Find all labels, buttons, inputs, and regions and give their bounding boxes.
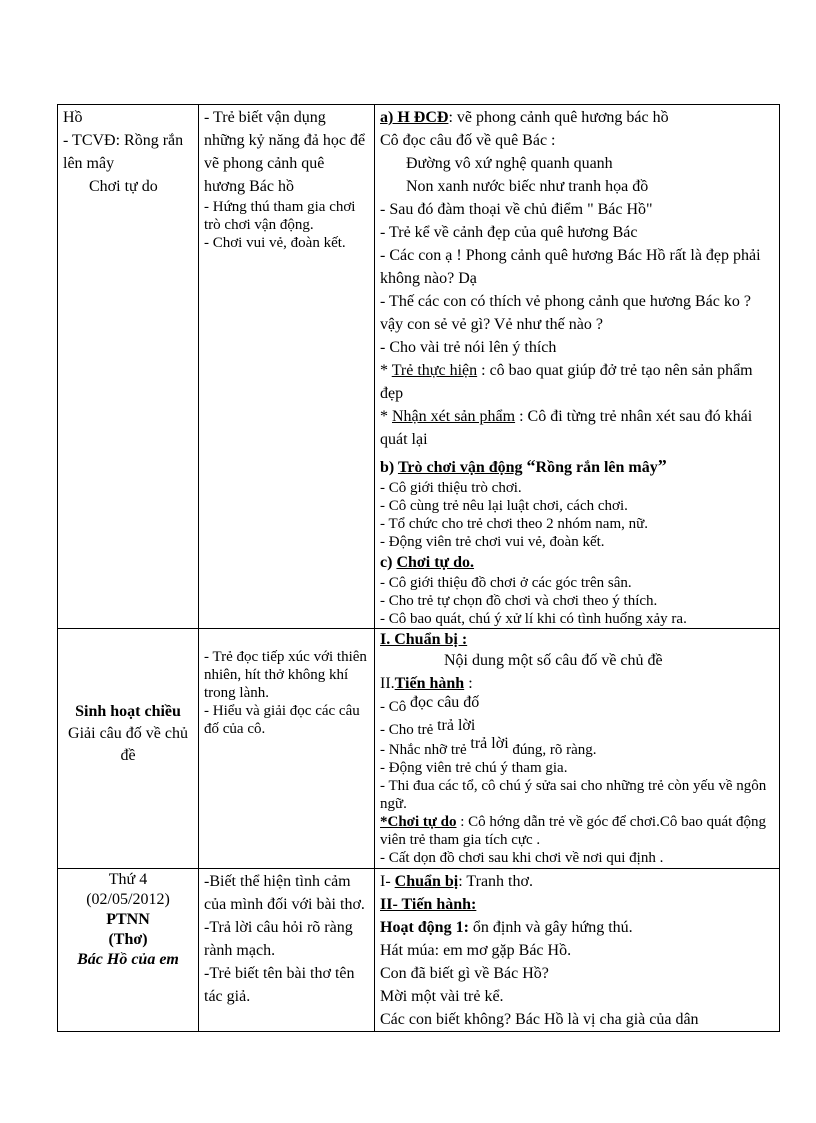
procedure-line: - Các con ạ ! Phong cảnh quê hương Bác Hồ rất là đẹp phải không nào? Dạ — [380, 247, 761, 287]
table-row — [58, 629, 780, 869]
procedure-line: - Cô đọc câu đố — [380, 694, 480, 715]
steps-heading: II.Tiến hành : — [380, 675, 473, 692]
procedure-line: - Cô cùng trẻ nêu lại luật chơi, cách chơi. — [380, 498, 628, 514]
steps-heading: II- Tiến hành: — [380, 896, 477, 913]
table-row — [58, 105, 780, 629]
procedure-line: *Chơi tự do : Cô hớng dẫn trẻ về góc để chơi.Cô bao quát động viên trẻ tham gia tích cực . — [380, 814, 767, 848]
procedure-cell — [375, 105, 780, 629]
activity-line: - TCVĐ: Rồng rắn lên mây — [63, 132, 184, 172]
objective-line: - Trẻ đọc tiếp xúc với thiên nhiên, hít thở không khí trong lành. — [204, 649, 367, 701]
riddle-line: Non xanh nước biếc như tranh họa đồ — [406, 178, 649, 195]
procedure-line: - Động viên trẻ chơi vui vẻ, đoàn kết. — [380, 534, 605, 550]
objective-cell — [199, 629, 375, 869]
procedure-line: * Trẻ thực hiện : cô bao quat giúp đở trẻ tạo nên sản phẩm đẹp — [380, 362, 753, 402]
activity-cell — [58, 629, 199, 869]
procedure-line: - Sau đó đàm thoại về chủ điểm " Bác Hồ" — [380, 201, 653, 218]
procedure-line: - Thế các con có thích vẻ phong cảnh que hương Bác ko ? vậy con sẻ vẻ gì? Vẻ như thế nào ? — [380, 293, 751, 333]
procedure-line: Mời một vài trẻ kể. — [380, 988, 504, 1005]
procedure-line: - Cho trẻ trả lời — [380, 717, 476, 738]
procedure-line: Con đã biết gì về Bác Hồ? — [380, 965, 549, 982]
procedure-line: - Cô bao quát, chú ý xử lí khi có tình huống xảy ra. — [380, 611, 687, 627]
procedure-line: - Tổ chức cho trẻ chơi theo 2 nhóm nam, nữ. — [380, 516, 649, 532]
procedure-line: - Động viên trẻ chú ý tham gia. — [380, 760, 568, 776]
procedure-line: - Cho vài trẻ nói lên ý thích — [380, 339, 557, 356]
prep-heading: I- Chuẩn bị: Tranh thơ. — [380, 873, 533, 890]
objective-line: - Trẻ biết vận dụng những kỷ năng đả học để vẽ phong cảnh quê hương Bác hồ — [204, 109, 366, 195]
objective-cell — [199, 869, 375, 1032]
poem-title: Bác Hồ của em — [77, 951, 179, 968]
subject-label: PTNN — [106, 911, 150, 928]
lesson-plan-table — [57, 104, 780, 1032]
procedure-line: - Cô giới thiệu trò chơi. — [380, 480, 522, 496]
objective-line: -Biết thể hiện tình cảm của mình đối với bài thơ. — [204, 873, 365, 913]
section-a-heading: a) H ĐCĐ: vẽ phong cảnh quê hương bác hồ — [380, 109, 669, 126]
activity-cell — [58, 869, 199, 1032]
prep-heading: I. Chuẩn bị : — [380, 631, 468, 648]
activity-cell — [58, 105, 199, 629]
objective-line: - Hứng thú tham gia chơi trò chơi vận động. — [204, 199, 356, 233]
activity-line: Hồ — [63, 109, 83, 126]
table-row — [58, 869, 780, 1032]
procedure-line: Các con biết không? Bác Hồ là vị cha già của dân — [380, 1011, 699, 1028]
prep-text: Nội dung một số câu đố về chủ đề — [444, 652, 663, 669]
activity-subtitle: Giải câu đố về chủ đề — [68, 725, 188, 764]
procedure-line: Hát múa: em mơ gặp Bác Hồ. — [380, 942, 572, 959]
procedure-line: - Cô giới thiệu đồ chơi ở các góc trên sân. — [380, 575, 632, 591]
procedure-line: - Trẻ kể về cảnh đẹp của quê hương Bác — [380, 224, 638, 241]
procedure-line: Cô đọc câu đố về quê Bác : — [380, 132, 556, 149]
activity-1-heading: Hoạt động 1: ổn định và gây hứng thú. — [380, 919, 633, 936]
procedure-line: - Cất dọn đồ chơi sau khi chơi về nơi qui định . — [380, 850, 664, 866]
procedure-cell — [375, 869, 780, 1032]
objective-line: -Trả lời câu hỏi rõ ràng rành mạch. — [204, 919, 353, 959]
procedure-line: - Thi đua các tổ, cô chú ý sửa sai cho những trẻ còn yếu về ngôn ngữ. — [380, 778, 767, 812]
riddle-line: Đường vô xứ nghệ quanh quanh — [406, 155, 613, 172]
procedure-line: - Nhắc nhỡ trẻ trả lời đúng, rõ ràng. — [380, 735, 597, 758]
procedure-line: * Nhận xét sản phẩm : Cô đi từng trẻ nhân xét sau đó khái quát lại — [380, 408, 753, 448]
objective-line: - Hiểu và giải đọc các câu đố của cô. — [204, 703, 360, 737]
activity-line: Chơi tự do — [89, 178, 158, 195]
procedure-cell — [375, 629, 780, 869]
section-b-heading: b) Trò chơi vận động “Rồng rắn lên mây” — [380, 456, 667, 476]
objective-cell — [199, 105, 375, 629]
section-c-heading: c) Chơi tự do. — [380, 554, 475, 571]
procedure-line: - Cho trẻ tự chọn đồ chơi và chơi theo ý thích. — [380, 593, 658, 609]
day-label: Thứ 4 — [108, 871, 148, 888]
date-label: (02/05/2012) — [86, 891, 170, 908]
activity-title: Sinh hoạt chiều — [75, 703, 181, 720]
objective-line: -Trẻ biết tên bài thơ tên tác giả. — [204, 965, 355, 1005]
type-label: (Thơ) — [108, 931, 148, 948]
objective-line: - Chơi vui vẻ, đoàn kết. — [204, 235, 346, 251]
